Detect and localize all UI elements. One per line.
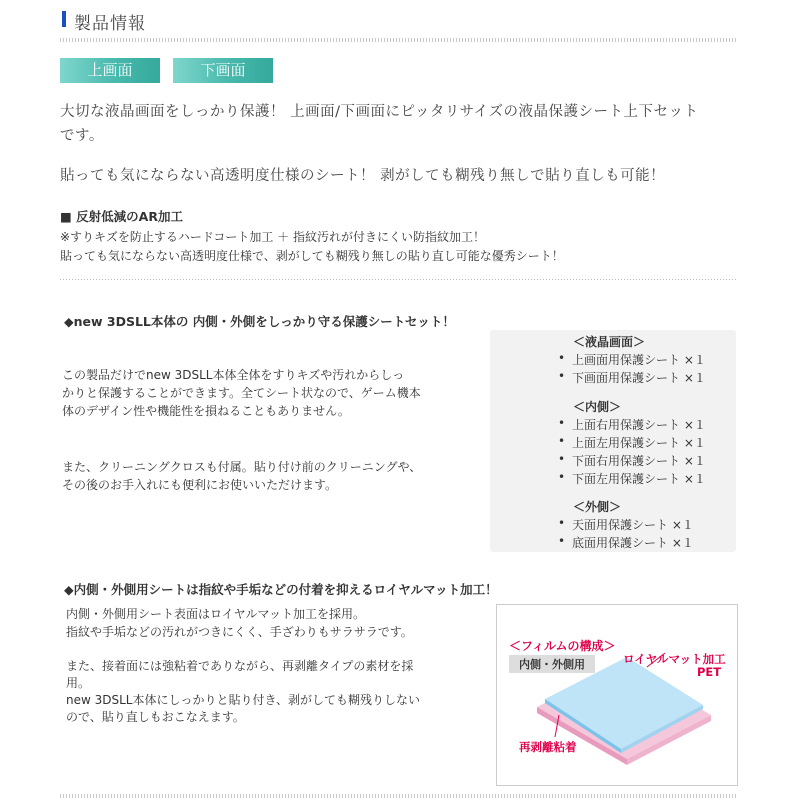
ar-line-1: ※すりキズを防止するハードコート加工 ＋ 指紋汚れが付きにくい防指紋加工！ xyxy=(60,230,485,244)
section-divider xyxy=(60,279,738,280)
set-para2-line2: その後のお手入れにも便利にお使いいただけます。 xyxy=(62,478,338,492)
header-divider xyxy=(60,38,738,42)
matte-para2-line3: new 3DSLL本体にしっかりと貼り付き、剥がしても糊残りしない xyxy=(66,693,421,707)
parts-item: • 上面右用保護シート ×１ xyxy=(572,416,706,433)
set-para1-line1: この製品だけでnew 3DSLL本体全体をすりキズや汚れからしっ xyxy=(62,368,405,382)
parts-group-title-outer: ＜外側＞ xyxy=(573,500,622,514)
header-accent-bar xyxy=(62,11,66,27)
parts-item: • 上面左用保護シート ×１ xyxy=(572,434,706,451)
parts-group-title-inner: ＜内側＞ xyxy=(573,400,622,414)
set-para1-line3: 体のデザイン性や機能性を損ねることもありません。 xyxy=(62,404,350,418)
film-label-adhesive: 再剥離粘着 xyxy=(519,740,577,754)
set-para1-line2: かりと保護することができます。全てシート状なので、ゲーム機本 xyxy=(62,386,421,400)
tab-lower-screen[interactable]: 下画面 xyxy=(173,58,273,83)
matte-heading: ◆内側・外側用シートは指紋や手垢などの付着を抑えるロイヤルマット加工！ xyxy=(64,582,498,597)
parts-item: • 下面右用保護シート ×１ xyxy=(572,452,706,469)
matte-para2-line2: 用。 xyxy=(66,676,91,690)
film-structure-diagram xyxy=(496,604,738,786)
ar-line-2: 貼っても気にならない高透明度仕様で、剥がしても糊残り無しの貼り直し可能な優秀シート！ xyxy=(60,249,564,263)
matte-para2-line4: ので、貼り直しもおこなえます。 xyxy=(66,710,245,724)
footer-divider xyxy=(60,794,738,798)
parts-group-title-screen: ＜液晶画面＞ xyxy=(573,335,646,349)
film-layers-illustration xyxy=(497,605,737,785)
film-label-pet: PET xyxy=(697,665,722,679)
matte-para2-line1: また、接着面には強粘着でありながら、再剥離タイプの素材を採 xyxy=(66,659,414,673)
page-title: 製品情報 xyxy=(74,14,146,34)
parts-item: • 天面用保護シート ×１ xyxy=(572,516,694,533)
intro-line-1: 大切な液晶画面をしっかり保護！ 上画面/下画面にピッタリサイズの液晶保護シート上下セット xyxy=(60,104,699,120)
intro-line-3: 貼っても気にならない高透明度仕様のシート！ 剥がしても糊残り無しで貼り直しも可能！ xyxy=(60,168,666,184)
set-para2-line1: また、クリーニングクロスも付属。貼り付け前のクリーニングや、 xyxy=(62,460,422,474)
film-subtitle: 内側・外側用 xyxy=(509,655,595,673)
parts-item: • 底面用保護シート ×１ xyxy=(572,534,694,551)
set-heading: ◆new 3DSLL本体の 内側・外側をしっかり守る保護シートセット！ xyxy=(64,314,455,329)
intro-line-2: です。 xyxy=(60,128,104,144)
film-title: ＜フィルムの構成＞ xyxy=(509,639,616,653)
matte-para1-line2: 指紋や手垢などの汚れがつきにくく、手ざわりもサラサラです。 xyxy=(66,625,413,639)
matte-para1-line1: 内側・外側用シート表面はロイヤルマット加工を採用。 xyxy=(66,607,366,621)
parts-item: • 上画面用保護シート ×１ xyxy=(572,351,706,368)
parts-item: • 下面左用保護シート ×１ xyxy=(572,470,706,487)
ar-heading: ■ 反射低減のAR加工 xyxy=(60,209,183,224)
film-label-matte: ロイヤルマット加工 xyxy=(623,652,726,666)
parts-item: • 下画面用保護シート ×１ xyxy=(572,369,706,386)
tab-upper-screen[interactable]: 上画面 xyxy=(60,58,160,83)
